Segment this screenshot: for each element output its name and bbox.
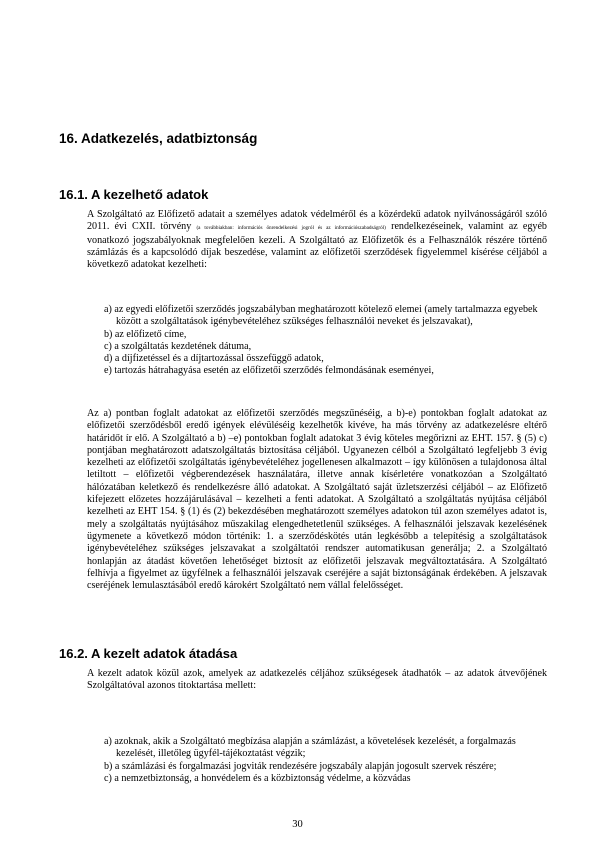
list-item: c) a nemzetbiztonság, a honvédelem és a közbiztonság védelme, a közvádas: [104, 772, 411, 784]
section-16-1-body: Az a) pontban foglalt adatokat az előfizetői szerződés megszűnéséig, a b)-e) pontokban foglalt adatokat az előfizetői szerződésből eredő igények elévüléséig kezelhetők kivéve, ha más törvény az adatkezelésre eltérő határidőt ír elő. A Szolgáltató a b) –e) pontokban foglalt adatokat 3 évig köteles megőrizni az EHT. 157. § (5) c) pontjában meghatározott adatszolgáltatás biztosítása céljából. Ugyanezen célból a Szolgáltató legfeljebb 3 évig kezelheti az előfizetői szolgáltatás igénybevételéhez jogellenesen alkalmazott – így különösen a tulajdonosa által letiltott – előfizetői végberendezések használatára, illetve annak kísérletére vonatkozóan a Szolgáltató hálózatában keletkező és rendelkezésre álló adatokat. A Szolgáltató saját üzletszerzési céljából – az Előfizető kifejezett előzetes hozzájárulásával – kezelheti a fenti adatokat. A Szolgáltató a szolgáltatás nyújtása céljából kezelheti az EHT 154. § (1) és (2) bekezdésében meghatározott személyes adatokon túl azon személyes adatot is, mely a szolgáltatás nyújtásához műszakilag elengedhetetlenül szükséges. A felhasználói jelszavak kezelésének ügymenete a következő módon történik: 1. a szerződéskötés után legkésőbb a telepítésig a szolgáltatások igénybevételéhez szükséges jelszavakat a szolgáltatói rendszer automatikusan generálja; 2. a Szolgáltató honlapján az átadást követően lehetőséget biztosít az előfizetői jelszavak megváltoztatására. A Szolgáltató felhívja a figyelmet az ügyfélnek a felhasználói jelszavak cseréjére a saját biztonságának érdekében. A jelszavak cseréjének lemulasztásából eredő károkért Szolgáltató nem vállal felelősséget.: [87, 408, 547, 592]
intro-text-small: (a továbbiakban: információs önrendelkezési jogról és az információszabadságról): [196, 225, 386, 232]
section-16-1-title: 16.1. A kezelhető adatok: [59, 187, 209, 202]
section-16-1-data-list: [104, 304, 548, 378]
list-item: a) azoknak, akik a Szolgáltató megbízása alapján a számlázást, a követelések kezelését, a forgalmazás kezelését, illetőleg ügyfél-tájékoztatást végzik;: [104, 736, 516, 760]
list-item: b) a számlázási és forgalmazási jogviták rendezésére jogszabály alapján jogosult szervek részére;: [104, 760, 497, 772]
intro-text-before: A Szolgáltató az Előfizető adatait a személyes adatok védelméről és a közérdekű adatok nyilvánosságáról szóló 2011. évi CXII. törvény: [87, 209, 547, 233]
list-item: d) a díjfizetéssel és a díjtartozással összefüggő adatok,: [104, 353, 324, 365]
list-item: a) az egyedi előfizetői szerződés jogszabályban meghatározott kötelező elemei (amely tartalmazza egyebek között a szolgáltatások igénybevételéhez szükséges felhasználói neveket és jelszavakat),: [104, 304, 538, 328]
list-item: b) az előfizető címe,: [104, 328, 187, 340]
section-16-2-title: 16.2. A kezelt adatok átadása: [59, 646, 238, 661]
list-item: e) tartozás hátrahagyása esetén az előfizetői szerződés felmondásának eseményei,: [104, 365, 434, 377]
section-16-title: 16. Adatkezelés, adatbiztonság: [59, 131, 258, 146]
section-16-2-transfer-list: [104, 736, 548, 785]
list-item: c) a szolgáltatás kezdetének dátuma,: [104, 340, 252, 352]
page-number: 30: [292, 819, 303, 830]
section-16-2-intro: A kezelt adatok közül azok, amelyek az adatkezelés céljához szükségesek átadhatók – az adatok átvevőjének Szolgáltatóval azonos titoktartása mellett:: [87, 668, 547, 692]
intro-text-after: rendelkezéseinek, valamint az egyéb vonatkozó jogszabályoknak megfelelően kezeli. A Szolgáltató az Előfizetők és a Felhasználók részére történő számlázás és a kapcsolódó díjak beszedése, valamint az előfizetői szerződések figyelemmel kísérése céljából a következő adatokat kezelheti:: [87, 221, 547, 271]
section-16-1-intro: [87, 209, 547, 271]
